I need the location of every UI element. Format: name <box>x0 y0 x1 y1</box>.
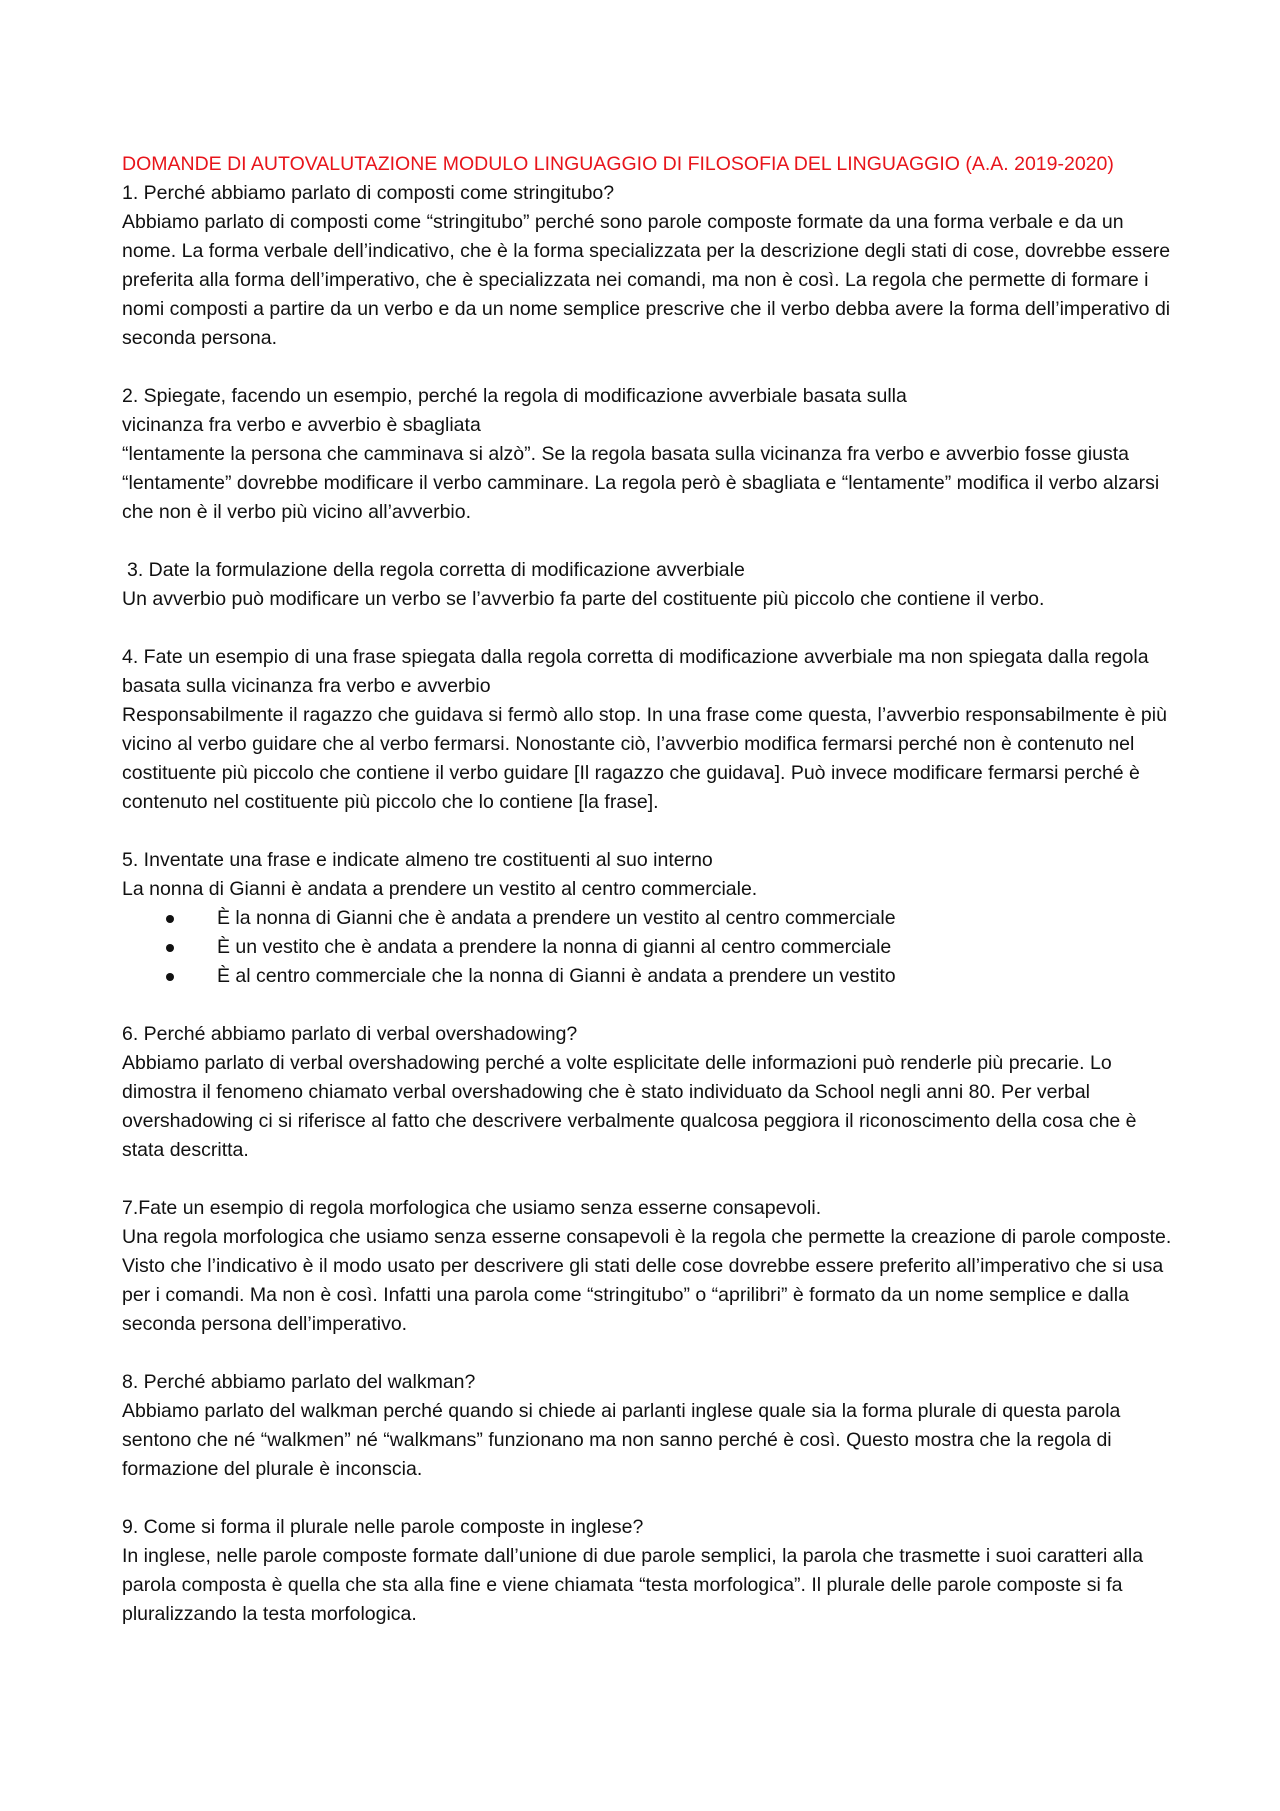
answer-3: Un avverbio può modificare un verbo se l’avverbio fa parte del costituente più piccolo che contiene il verbo. <box>122 588 1045 610</box>
qa-section-7 <box>122 1194 1172 1339</box>
list-item-text: È al centro commerciale che la nonna di Gianni è andata a prendere un vestito <box>217 965 896 987</box>
qa-section-1 <box>122 179 1172 353</box>
bullet-icon <box>166 915 174 923</box>
question-2-line-2: vicinanza fra verbo e avverbio è sbagliata <box>122 414 481 436</box>
list-item-text: È la nonna di Gianni che è andata a prendere un vestito al centro commerciale <box>217 907 896 929</box>
answer-6: Abbiamo parlato di verbal overshadowing perché a volte esplicitate delle informazioni può renderle più precarie. Lo dimostra il fenomeno chiamato verbal overshadowing che è stato individuato da School negli anni 80. Per verbal overshadowing ci si riferisce al fatto che descrivere verbalmente qualcosa peggiora il riconoscimento della cosa che è stata descritta. <box>122 1052 1137 1161</box>
qa-section-4 <box>122 643 1172 817</box>
list-item <box>122 904 1172 933</box>
question-7: 7.Fate un esempio di regola morfologica che usiamo senza esserne consapevoli. <box>122 1197 822 1219</box>
answer-9: In inglese, nelle parole composte formate dall’unione di due parole semplici, la parola che trasmette i suoi caratteri alla parola composta è quella che sta alla fine e viene chiamata “testa morfologica”. Il plurale delle parole composte si fa pluralizzando la testa morfologica. <box>122 1545 1144 1625</box>
answer-5: La nonna di Gianni è andata a prendere un vestito al centro commerciale. <box>122 878 758 900</box>
list-item <box>122 962 1172 991</box>
question-1: 1. Perché abbiamo parlato di composti come stringitubo? <box>122 182 615 204</box>
answer-2: “lentamente la persona che camminava si alzò”. Se la regola basata sulla vicinanza fra verbo e avverbio fosse giusta “lentamente” dovrebbe modificare il verbo camminare. La regola però è sbagliata e “lentamente” modifica il verbo alzarsi che non è il verbo più vicino all’avverbio. <box>122 443 1160 523</box>
question-5: 5. Inventate una frase e indicate almeno tre costituenti al suo interno <box>122 849 713 871</box>
list-item-text: È un vestito che è andata a prendere la nonna di gianni al centro commerciale <box>217 936 892 958</box>
answer-1: Abbiamo parlato di composti come “stringitubo” perché sono parole composte formate da una forma verbale e da un nome. La forma verbale dell’indicativo, che è la forma specializzata per la descrizione degli stati di cose, dovrebbe essere preferita alla forma dell’imperativo, che è specializzata nei comandi, ma non è così. La regola che permette di formare i nomi composti a partire da un verbo e da un nome semplice prescrive che il verbo debba avere la forma dell’imperativo di seconda persona. <box>122 211 1171 349</box>
question-8: 8. Perché abbiamo parlato del walkman? <box>122 1371 476 1393</box>
question-2-line-1: 2. Spiegate, facendo un esempio, perché la regola di modificazione avverbiale basata sulla <box>122 385 907 407</box>
qa-section-2 <box>122 382 1172 527</box>
qa-section-8 <box>122 1368 1172 1484</box>
list-item <box>122 933 1172 962</box>
document-page <box>122 150 1172 1629</box>
bullet-icon <box>166 973 174 981</box>
answer-4: Responsabilmente il ragazzo che guidava si fermò allo stop. In una frase come questa, l’avverbio responsabilmente è più vicino al verbo guidare che al verbo fermarsi. Nonostante ciò, l’avverbio modifica fermarsi perché non è contenuto nel costituente più piccolo che contiene il verbo guidare [Il ragazzo che guidava]. Può invece modificare fermarsi perché è contenuto nel costituente più piccolo che lo contiene [la frase]. <box>122 704 1167 813</box>
question-4: 4. Fate un esempio di una frase spiegata dalla regola corretta di modificazione avverbiale ma non spiegata dalla regola basata sulla vicinanza fra verbo e avverbio <box>122 646 1149 697</box>
qa-section-3 <box>122 556 1172 614</box>
qa-section-5 <box>122 846 1172 991</box>
document-title: DOMANDE DI AUTOVALUTAZIONE MODULO LINGUAGGIO DI FILOSOFIA DEL LINGUAGGIO (A.A. 2019-2020) <box>122 153 1114 175</box>
constituent-list <box>122 904 1172 991</box>
answer-8: Abbiamo parlato del walkman perché quando si chiede ai parlanti inglese quale sia la forma plurale di questa parola sentono che né “walkmen” né “walkmans” funzionano ma non sanno perché è così. Questo mostra che la regola di formazione del plurale è inconscia. <box>122 1400 1121 1480</box>
qa-section-6 <box>122 1020 1172 1165</box>
question-6: 6. Perché abbiamo parlato di verbal overshadowing? <box>122 1023 578 1045</box>
question-3: 3. Date la formulazione della regola corretta di modificazione avverbiale <box>127 559 745 581</box>
answer-7: Una regola morfologica che usiamo senza esserne consapevoli è la regola che permette la creazione di parole composte. Visto che l’indicativo è il modo usato per descrivere gli stati delle cose dovrebbe essere preferito all’imperativo che si usa per i comandi. Ma non è così. Infatti una parola come “stringitubo” o “aprilibri” è formato da un nome semplice e dalla seconda persona dell’imperativo. <box>122 1226 1172 1335</box>
bullet-icon <box>166 944 174 952</box>
qa-section-9 <box>122 1513 1172 1629</box>
question-9: 9. Come si forma il plurale nelle parole composte in inglese? <box>122 1516 644 1538</box>
